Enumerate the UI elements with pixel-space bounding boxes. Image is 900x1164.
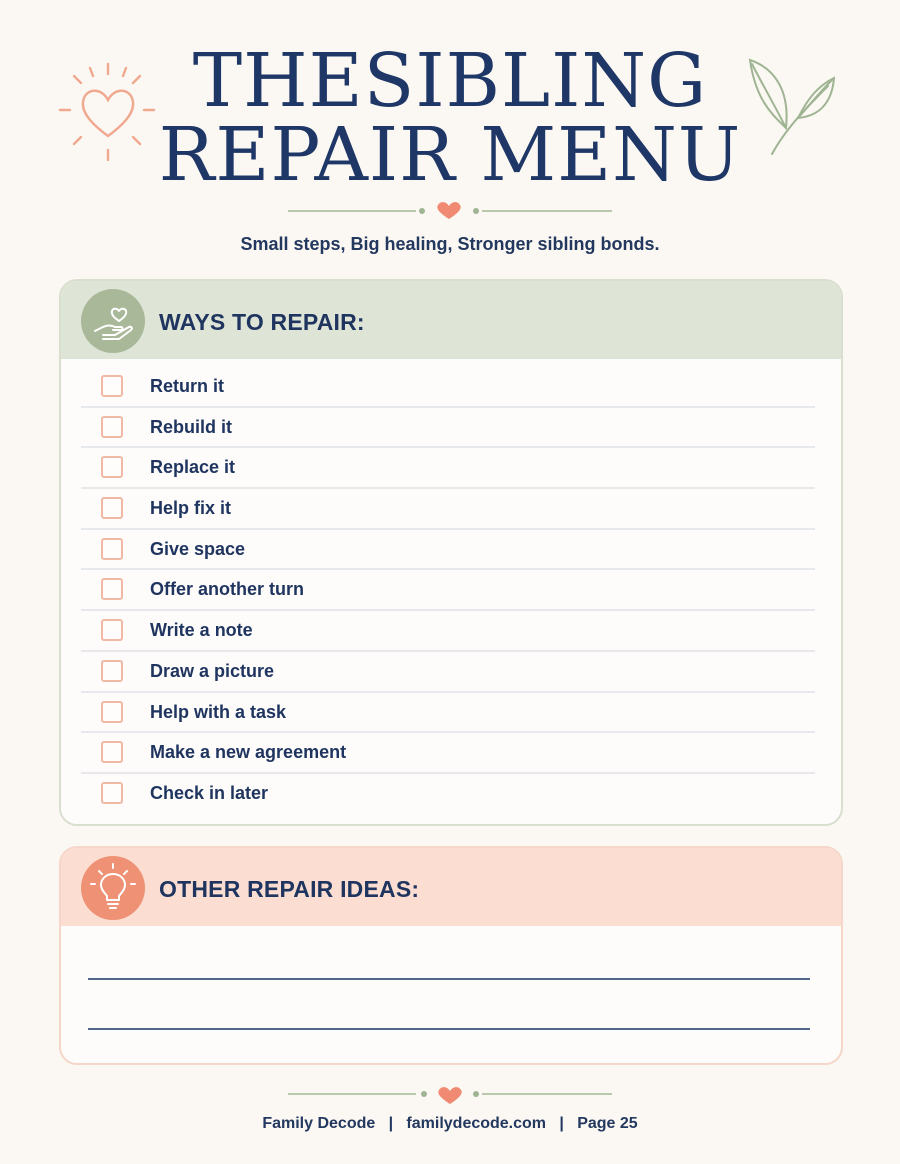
other-repair-ideas-card [59,846,843,1065]
repair-checklist [81,367,815,815]
footer-page-number: Page 25 [577,1115,638,1132]
list-item [81,367,815,408]
item-label: Replace it [150,457,236,478]
ways-to-repair-header [61,281,841,359]
list-item [81,774,815,815]
checkbox[interactable] [101,416,123,438]
item-label: Write a note [150,620,253,641]
heart-divider [288,200,612,220]
item-label: Give space [150,538,246,559]
page-subtitle: Small steps, Big healing, Stronger sibling bonds. [240,234,660,254]
ways-to-repair-card [59,279,843,826]
checkbox[interactable] [101,701,123,723]
item-label: Check in later [150,782,269,803]
checkbox[interactable] [101,375,123,397]
footer-brand: Family Decode [262,1115,376,1132]
item-label: Help fix it [150,498,232,519]
page-footer: Family Decode | familydecode.com | Page 25 [262,1115,638,1132]
other-repair-ideas-title: OTHER REPAIR IDEAS: [159,876,420,902]
list-item [81,570,815,611]
page-title-line-1: THESIBLING [192,38,708,124]
writing-line[interactable] [88,978,810,980]
list-item [81,489,815,530]
item-label: Draw a picture [150,660,275,681]
list-item [81,408,815,449]
item-label: Offer another turn [150,579,305,600]
page-title-line-2: REPAIR MENU [158,112,742,198]
ways-to-repair-title: WAYS TO REPAIR: [159,309,365,335]
checkbox[interactable] [101,578,123,600]
checkbox[interactable] [101,538,123,560]
checkbox[interactable] [101,741,123,763]
footer-site-link[interactable]: familydecode.com [406,1115,547,1132]
checkbox[interactable] [101,660,123,682]
checkbox[interactable] [101,497,123,519]
list-item [81,652,815,693]
other-repair-ideas-header [61,848,841,926]
lightbulb-icon [81,856,145,920]
heart-icon [437,202,460,219]
item-label: Rebuild it [150,416,232,437]
checkbox[interactable] [101,619,123,641]
heart-icon [438,1087,461,1104]
item-label: Return it [150,376,224,396]
list-item [81,530,815,571]
heart-divider [288,1085,612,1105]
hand-heart-icon [81,289,145,353]
list-item [81,611,815,652]
item-label: Help with a task [150,701,287,722]
list-item [81,693,815,734]
list-item [81,733,815,774]
writing-line[interactable] [88,1028,810,1030]
list-item [81,448,815,489]
checkbox[interactable] [101,456,123,478]
checkbox[interactable] [101,782,123,804]
item-label: Make a new agreement [150,742,347,763]
